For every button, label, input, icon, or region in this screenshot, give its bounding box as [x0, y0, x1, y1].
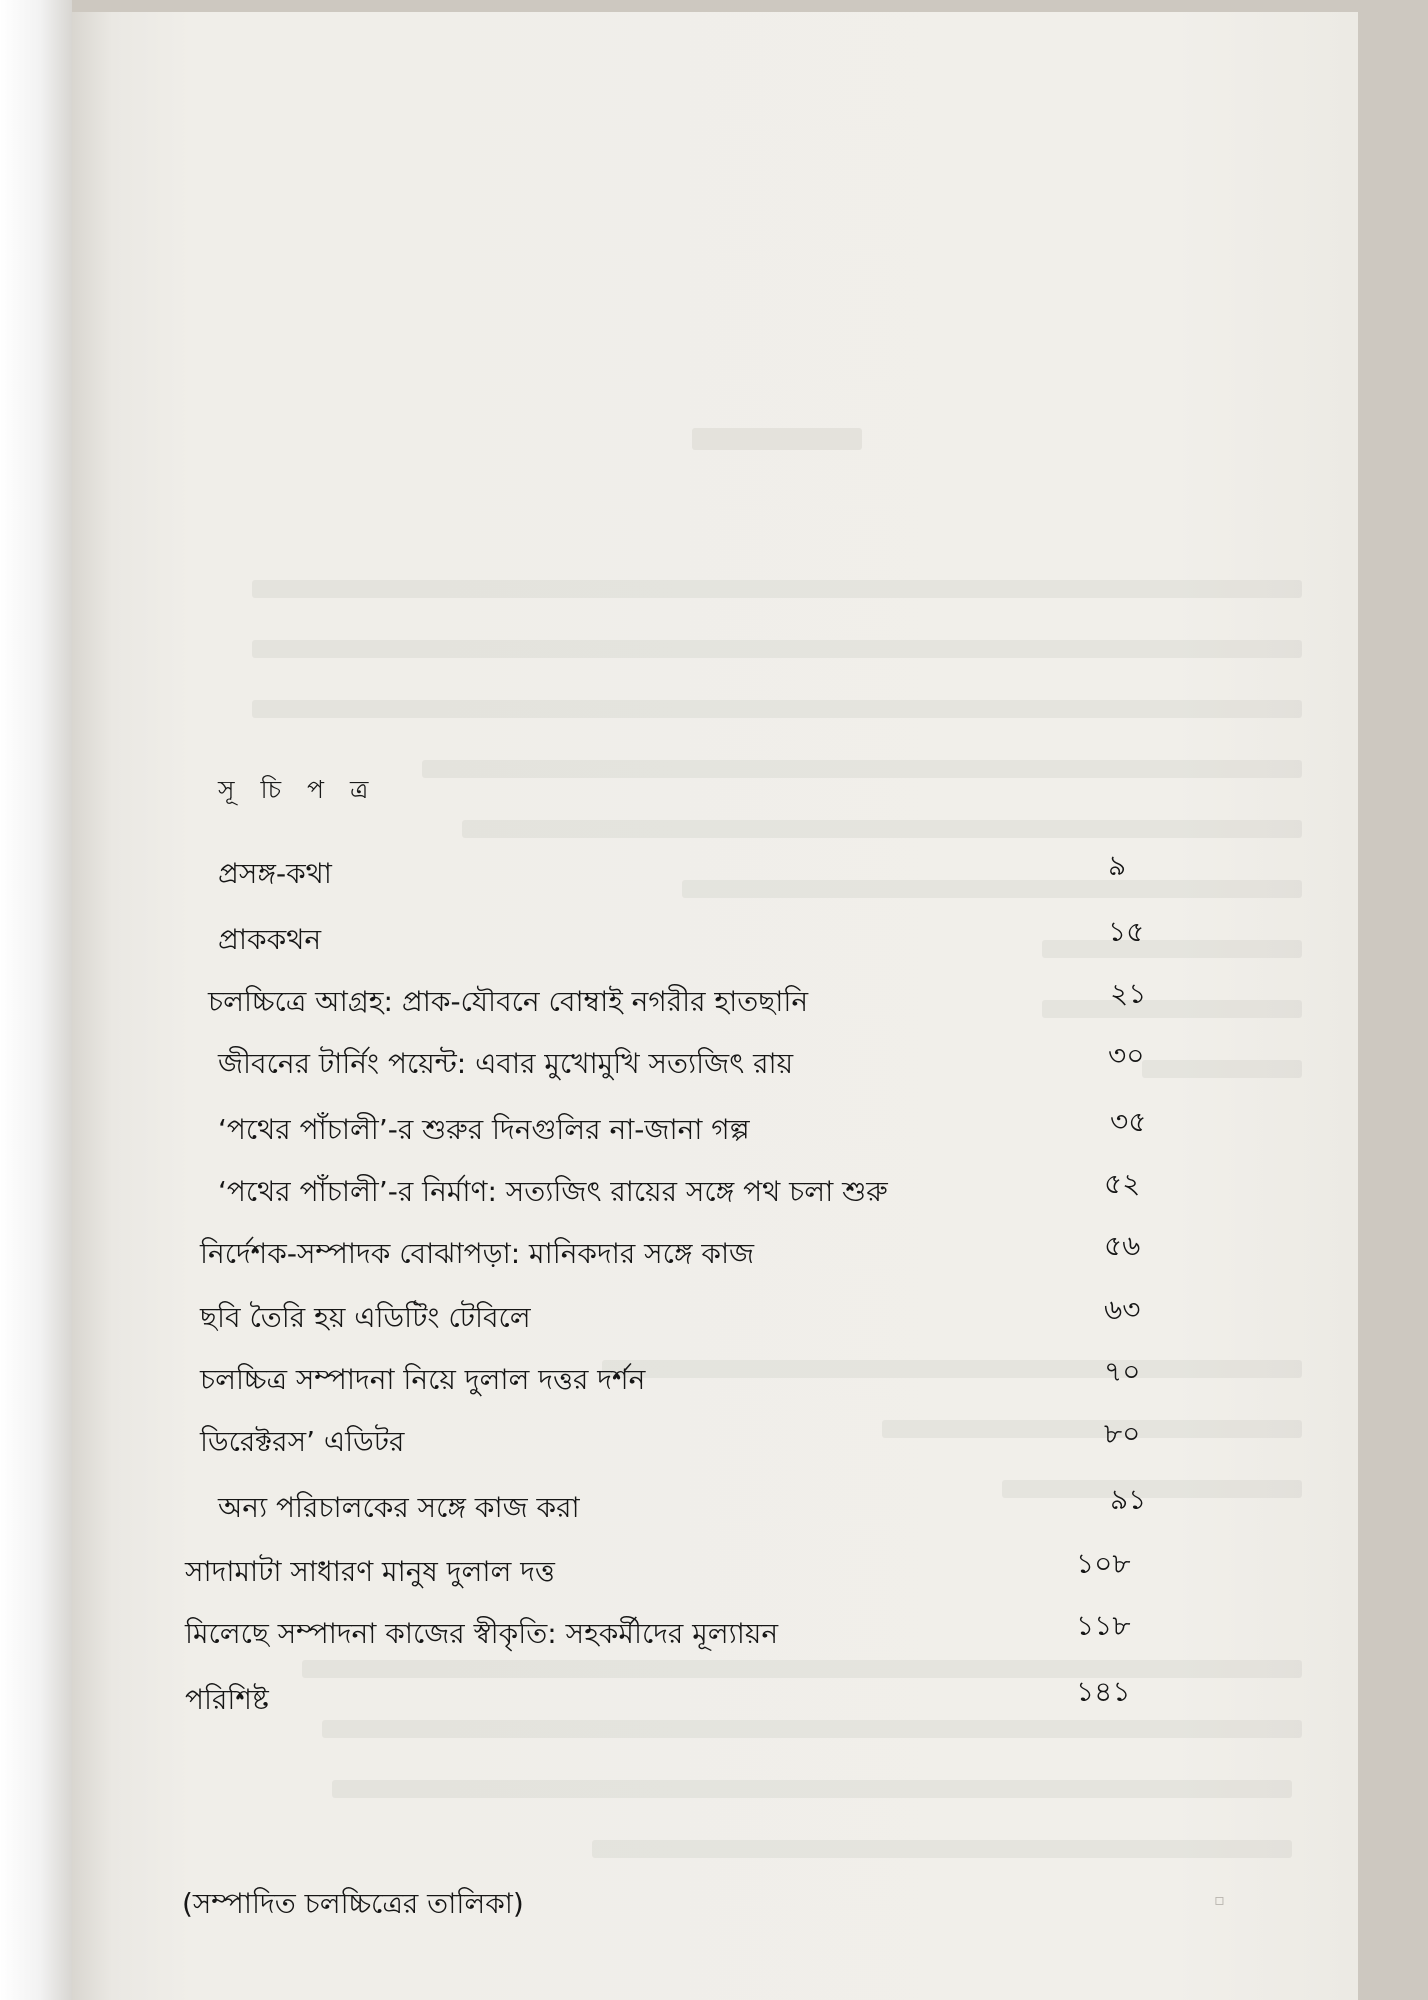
toc-entry [0, 1039, 1240, 1082]
toc-entry-title: পরিশিষ্ট [185, 1683, 269, 1716]
toc-entry-page-number: ৭০ [1104, 1355, 1141, 1388]
toc-entry-title: মিলেছে সম্পাদনা কাজের স্বীকৃতি: সহকর্মীদের মূল্যায়ন [185, 1617, 779, 1650]
appendix-note: (সম্পাদিত চলচ্চিত্রের তালিকা) [182, 1887, 524, 1920]
toc-entry-page-number: ১০৮ [1076, 1547, 1131, 1580]
toc-entry-title: ডিরেক্টরস’ এডিটর [200, 1425, 405, 1458]
show-through-line [252, 640, 1302, 658]
show-through-heading [692, 428, 862, 450]
toc-entry [0, 1483, 1240, 1526]
toc-entry-title: প্রাককথন [218, 923, 322, 956]
toc-entry-page-number: ৩০ [1108, 1039, 1145, 1072]
toc-entry [0, 849, 1240, 892]
toc-heading: সূ চি প ত্র [218, 775, 378, 804]
toc-entry-page-number: ৫৬ [1104, 1229, 1141, 1262]
toc-entry-page-number: ১১৮ [1076, 1609, 1131, 1642]
toc-entry-title: অন্য পরিচালকের সঙ্গে কাজ করা [218, 1491, 580, 1524]
toc-entry-page-number: ১৫ [1108, 915, 1145, 948]
show-through-line [422, 760, 1302, 778]
toc-entry-title: চলচ্চিত্র সম্পাদনা নিয়ে দুলাল দত্তর দর্শন [200, 1363, 646, 1396]
toc-entry [0, 1675, 1240, 1718]
show-through-line [252, 580, 1302, 598]
toc-entry-page-number: ৮০ [1104, 1417, 1141, 1450]
toc-entry [0, 1355, 1240, 1398]
toc-entry [0, 1293, 1240, 1336]
show-through-line [332, 1780, 1292, 1798]
toc-entry [0, 1609, 1240, 1652]
toc-entry-page-number: ৫২ [1104, 1167, 1141, 1200]
toc-entry [0, 1547, 1240, 1590]
toc-entry-title: প্রসঙ্গ-কথা [218, 857, 332, 890]
toc-entry-title: জীবনের টার্নিং পয়েন্ট: এবার মুখোমুখি সত্যজিৎ রায় [218, 1047, 794, 1080]
toc-entry [0, 977, 1240, 1020]
toc-entry [0, 915, 1240, 958]
toc-entry-page-number: ৯ [1108, 849, 1127, 882]
toc-entry-title: নির্দেশক-সম্পাদক বোঝাপড়া: মানিকদার সঙ্গে কাজ [200, 1237, 755, 1270]
toc-entry-title: ‘পথের পাঁচালী’-র শুরুর দিনগুলির না-জানা গল্প [218, 1113, 750, 1146]
toc-entry-page-number: ৯১ [1110, 1483, 1147, 1516]
toc-entry-page-number: ১৪১ [1076, 1675, 1131, 1708]
toc-entry-title: সাদামাটা সাধারণ মানুষ দুলাল দত্ত [185, 1555, 555, 1588]
show-through-line [302, 1660, 1302, 1678]
toc-entry-page-number: ২১ [1110, 977, 1147, 1010]
toc-entry [0, 1417, 1240, 1460]
toc-entry-title: চলচ্চিত্রে আগ্রহ: প্রাক-যৌবনে বোম্বাই নগরীর হাতছানি [208, 985, 809, 1018]
show-through-line [252, 700, 1302, 718]
toc-entry-title: ‘পথের পাঁচালী’-র নির্মাণ: সত্যজিৎ রায়ের সঙ্গে পথ চলা শুরু [218, 1175, 888, 1208]
toc-entry [0, 1229, 1240, 1272]
show-through-line [592, 1840, 1292, 1858]
toc-entry-page-number: ৩৫ [1110, 1105, 1147, 1138]
toc-entry [0, 1105, 1240, 1148]
toc-entry-title: ছবি তৈরি হয় এডিটিং টেবিলে [200, 1301, 531, 1334]
show-through-line [322, 1720, 1302, 1738]
toc-entry-page-number: ৬৩ [1104, 1293, 1141, 1326]
folio-mark: ▫ [1214, 1890, 1225, 1909]
show-through-line [462, 820, 1302, 838]
toc-entry [0, 1167, 1240, 1210]
